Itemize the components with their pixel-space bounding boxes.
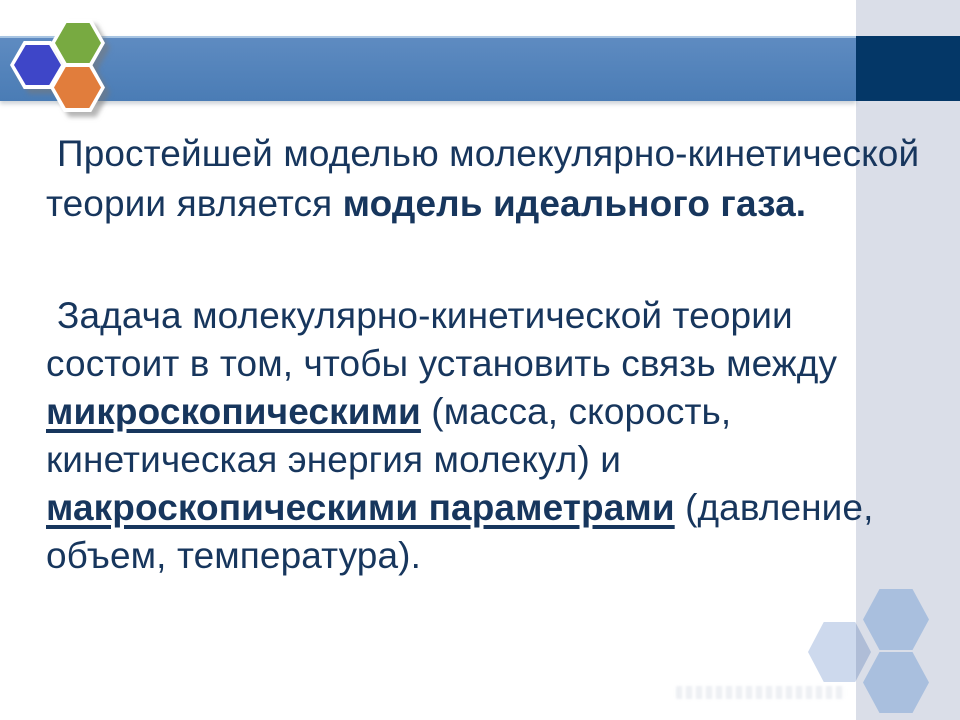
text-line: [46, 388, 874, 436]
key-term: микроскопическими: [46, 391, 421, 432]
header-bar-dark-segment: [856, 36, 960, 101]
text-segment: состоит в том, чтобы установить связь между: [46, 343, 838, 384]
text-line: [46, 340, 874, 388]
orange-hexagon-fill: [54, 67, 101, 108]
text-line: [46, 532, 874, 580]
text-line: [46, 179, 919, 229]
key-term: макроскопическими параметрами: [46, 487, 675, 528]
green-hexagon-fill: [55, 23, 101, 63]
paragraph-mkt-task: [46, 292, 874, 580]
header-bar: [0, 36, 856, 101]
hexagon-border: [51, 19, 105, 67]
paragraph-ideal-gas-model: [46, 129, 919, 229]
text-line: [46, 292, 874, 340]
hexagon-border: [50, 63, 105, 112]
text-line: [46, 484, 874, 532]
text-segment: Задача молекулярно-кинетической теории: [57, 295, 793, 336]
text-segment: Простейшей моделью молекулярно-кинетической: [57, 133, 920, 174]
text-segment: теории является: [46, 183, 343, 224]
text-line: [46, 436, 874, 484]
text-segment: объем, температура).: [46, 535, 421, 576]
text-segment: (давление,: [674, 487, 874, 528]
green-hexagon-icon: [51, 19, 105, 67]
orange-hexagon-icon: [50, 63, 105, 112]
text-segment: модель идеального газа.: [342, 183, 807, 224]
text-segment: (масса, скорость,: [420, 391, 732, 432]
watermark: [676, 686, 846, 699]
text-line: [46, 129, 919, 179]
text-segment: кинетическая энергия молекул) и: [46, 439, 622, 480]
